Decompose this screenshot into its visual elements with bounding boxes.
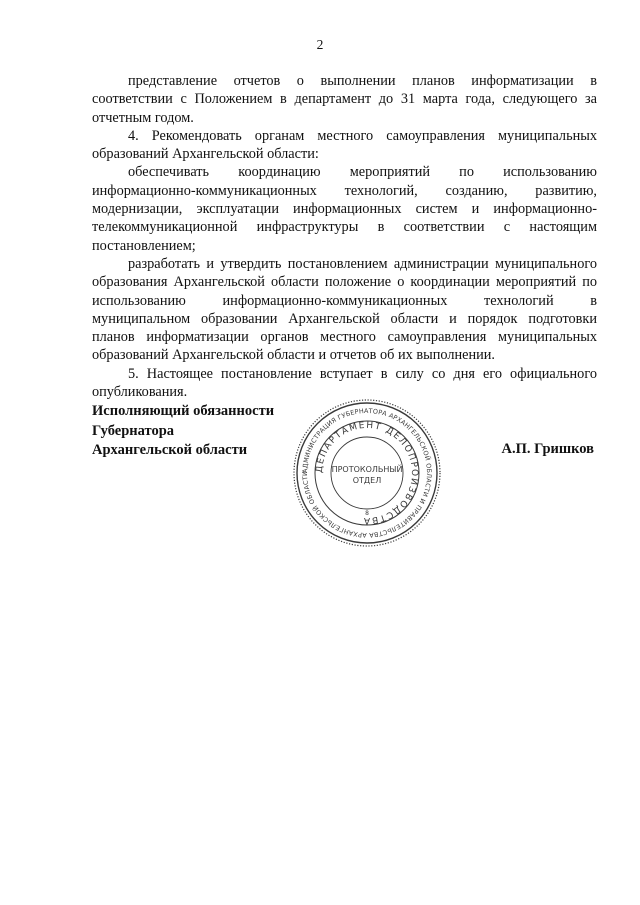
document-body	[92, 72, 597, 401]
paragraph-regulation: разработать и утвердить постановлением администрации муниципального образования Архангельской области положение о координации мероприятий по использованию информационно-коммуникационных технологий в муниципальном образовании Архангельской области и порядок подготовки планов информатизации органов местного самоуправления муниципальных образований Архангельской области и отчетов об их выполнении.	[92, 255, 597, 364]
paragraph-item-4: 4. Рекомендовать органам местного самоуправления муниципальных образований Архангельской области:	[92, 127, 597, 163]
stamp-center-line2: ОТДЕЛ	[352, 476, 382, 485]
signatory-name: А.П. Гришков	[501, 441, 594, 457]
stamp-outer-text: АДМИНИСТРАЦИЯ ГУБЕРНАТОРА АРХАНГЕЛЬСКОЙ ОБЛАСТИ И ПРАВИТЕЛЬСТВА АРХАНГЕЛЬСКОЙ ОБЛАСТИ	[300, 406, 434, 540]
stamp-inner-text: ДЕПАРТАМЕНТ ДЕЛОПРОИЗВОДСТВА	[314, 420, 420, 526]
paragraph-coordination: обеспечивать координацию мероприятий по использованию информационно-коммуникационных технологий, созданию, развитию, модернизации, эксплуатации информационных систем и информационно-телекоммуникационной инфраструктуры в соответствии с настоящим постановлением;	[92, 164, 597, 254]
signatory-title-line: Исполняющий обязанности	[92, 403, 275, 419]
signatory-title-line: Губернатора	[92, 422, 175, 439]
stamp-center-line1: ПРОТОКОЛЬНЫЙ	[331, 465, 403, 474]
official-seal-stamp	[291, 397, 443, 549]
page-number: 2	[316, 37, 324, 52]
paragraph-item-5: 5. Настоящее постановление вступает в силу со дня его официального опубликования.	[92, 365, 597, 401]
signatory-title	[92, 402, 274, 461]
paragraph-continuation: представление отчетов о выполнении планов информатизации в соответствии с Положением в департамент до 31 марта года, следующего за отчетным годом.	[92, 73, 597, 126]
signatory-title-line: Архангельской области	[92, 442, 248, 458]
stamp-number: 8	[365, 510, 369, 517]
